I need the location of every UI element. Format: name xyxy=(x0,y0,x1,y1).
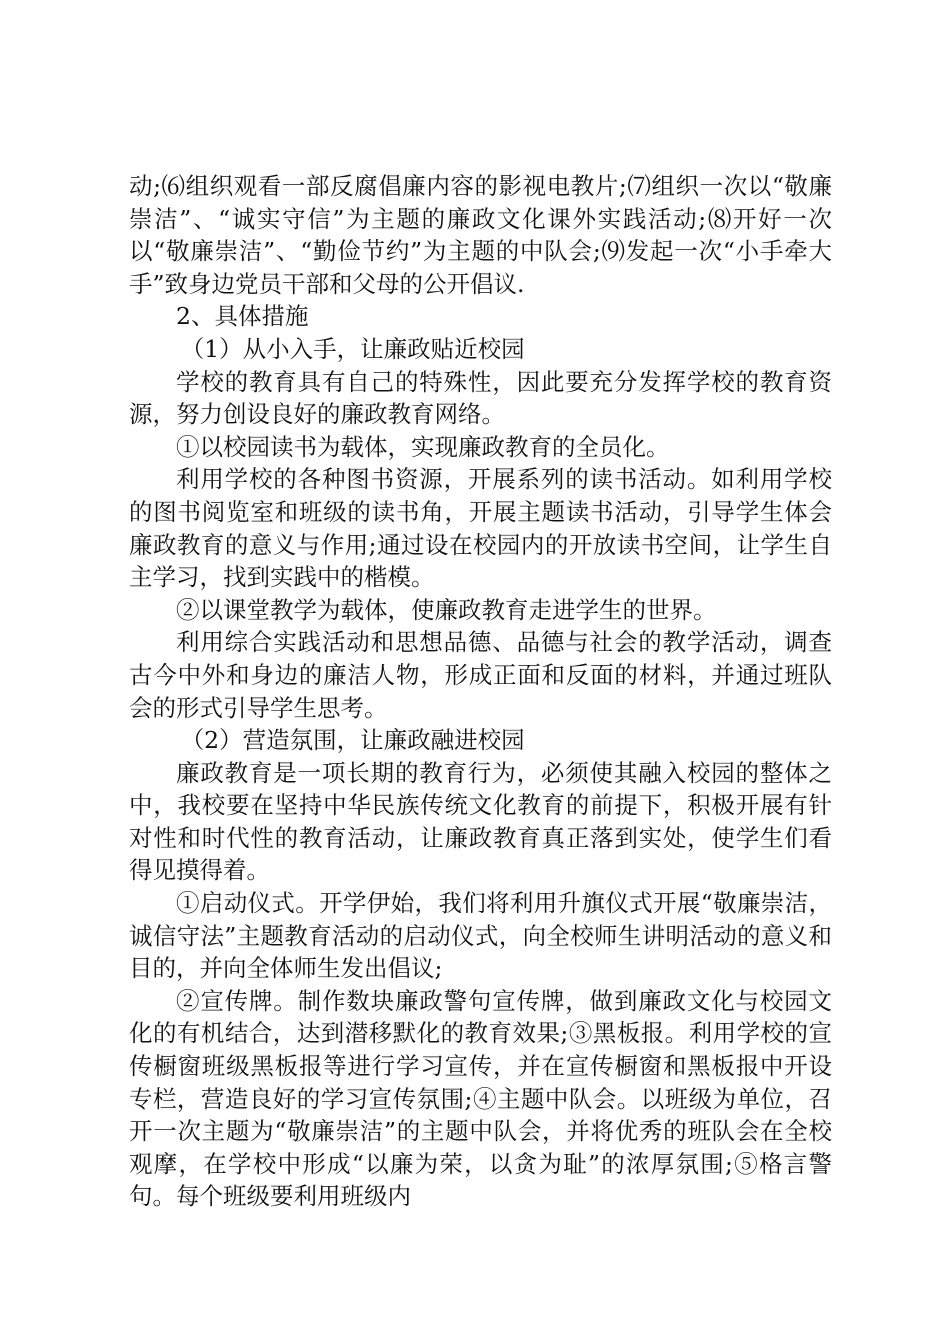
heading-specific-measures: 2、具体措施 xyxy=(176,302,309,331)
subheading-start-small: （1）从小入手，让廉政贴近校园 xyxy=(180,334,525,363)
paragraph-school-education: 学校的教育具有自己的特殊性，因此要充分发挥学校的教育资源，努力创设良好的廉政教育网络。 xyxy=(129,367,832,429)
paragraph-reading-activities: 利用学校的各种图书资源，开展系列的读书活动。如利用学校的图书阅览室和班级的读书角，开展主题读书活动，引导学生体会廉政教育的意义与作用;通过设在校园内的开放读书空间，让学生自主学习，找到实践中的楷模。 xyxy=(129,465,832,592)
item-publicity-boards: ②宣传牌。制作数块廉政警句宣传牌，做到廉政文化与校园文化的有机结合，达到潜移默化的教育效果;③黑板报。利用学校的宣传橱窗班级黑板报等进行学习宣传，并在宣传橱窗和黑板报中开设专栏，营造良好的学习宣传氛围;④主题中队会。以班级为单位，召开一次主题为“敬廉崇洁”的主题中队会，并将优秀的班队会在全校观摩，在学校中形成“以廉为荣，以贪为耻”的浓厚氛围;⑤格言警句。每个班级要利用班级内 xyxy=(129,986,832,1211)
item-classroom-carrier: ②以课堂教学为载体，使廉政教育走进学生的世界。 xyxy=(176,595,717,624)
paragraph-practice-activities: 利用综合实践活动和思想品德、品德与社会的教学活动，调查古今中外和身边的廉洁人物，形成正面和反面的材料，并通过班队会的形式引导学生思考。 xyxy=(129,628,832,722)
paragraph-long-term-education: 廉政教育是一项长期的教育行为，必须使其融入校园的整体之中，我校要在坚持中华民族传统文化教育的前提下，积极开展有针对性和时代性的教育活动，让廉政教育真正落到实处，使学生们看得见摸得着。 xyxy=(129,758,832,885)
document-body xyxy=(129,170,832,1213)
item-reading-carrier: ①以校园读书为载体，实现廉政教育的全员化。 xyxy=(176,432,670,461)
item-launch-ceremony: ①启动仪式。开学伊始，我们将利用升旗仪式开展“敬廉崇洁，诚信守法”主题教育活动的启动仪式，向全校师生讲明活动的意义和目的，并向全体师生发出倡议; xyxy=(129,889,832,983)
paragraph-continuation: 动;⑹组织观看一部反腐倡廉内容的影视电教片;⑺组织一次以“敬廉崇洁”、“诚实守信”为主题的廉政文化课外实践活动;⑻开好一次以“敬廉崇洁”、“勤俭节约”为主题的中队会;⑼发起一次“小手牵大手”致身边党员干部和父母的公开倡议. xyxy=(129,172,832,298)
subheading-create-atmosphere: （2）营造氛围，让廉政融进校园 xyxy=(180,726,525,755)
